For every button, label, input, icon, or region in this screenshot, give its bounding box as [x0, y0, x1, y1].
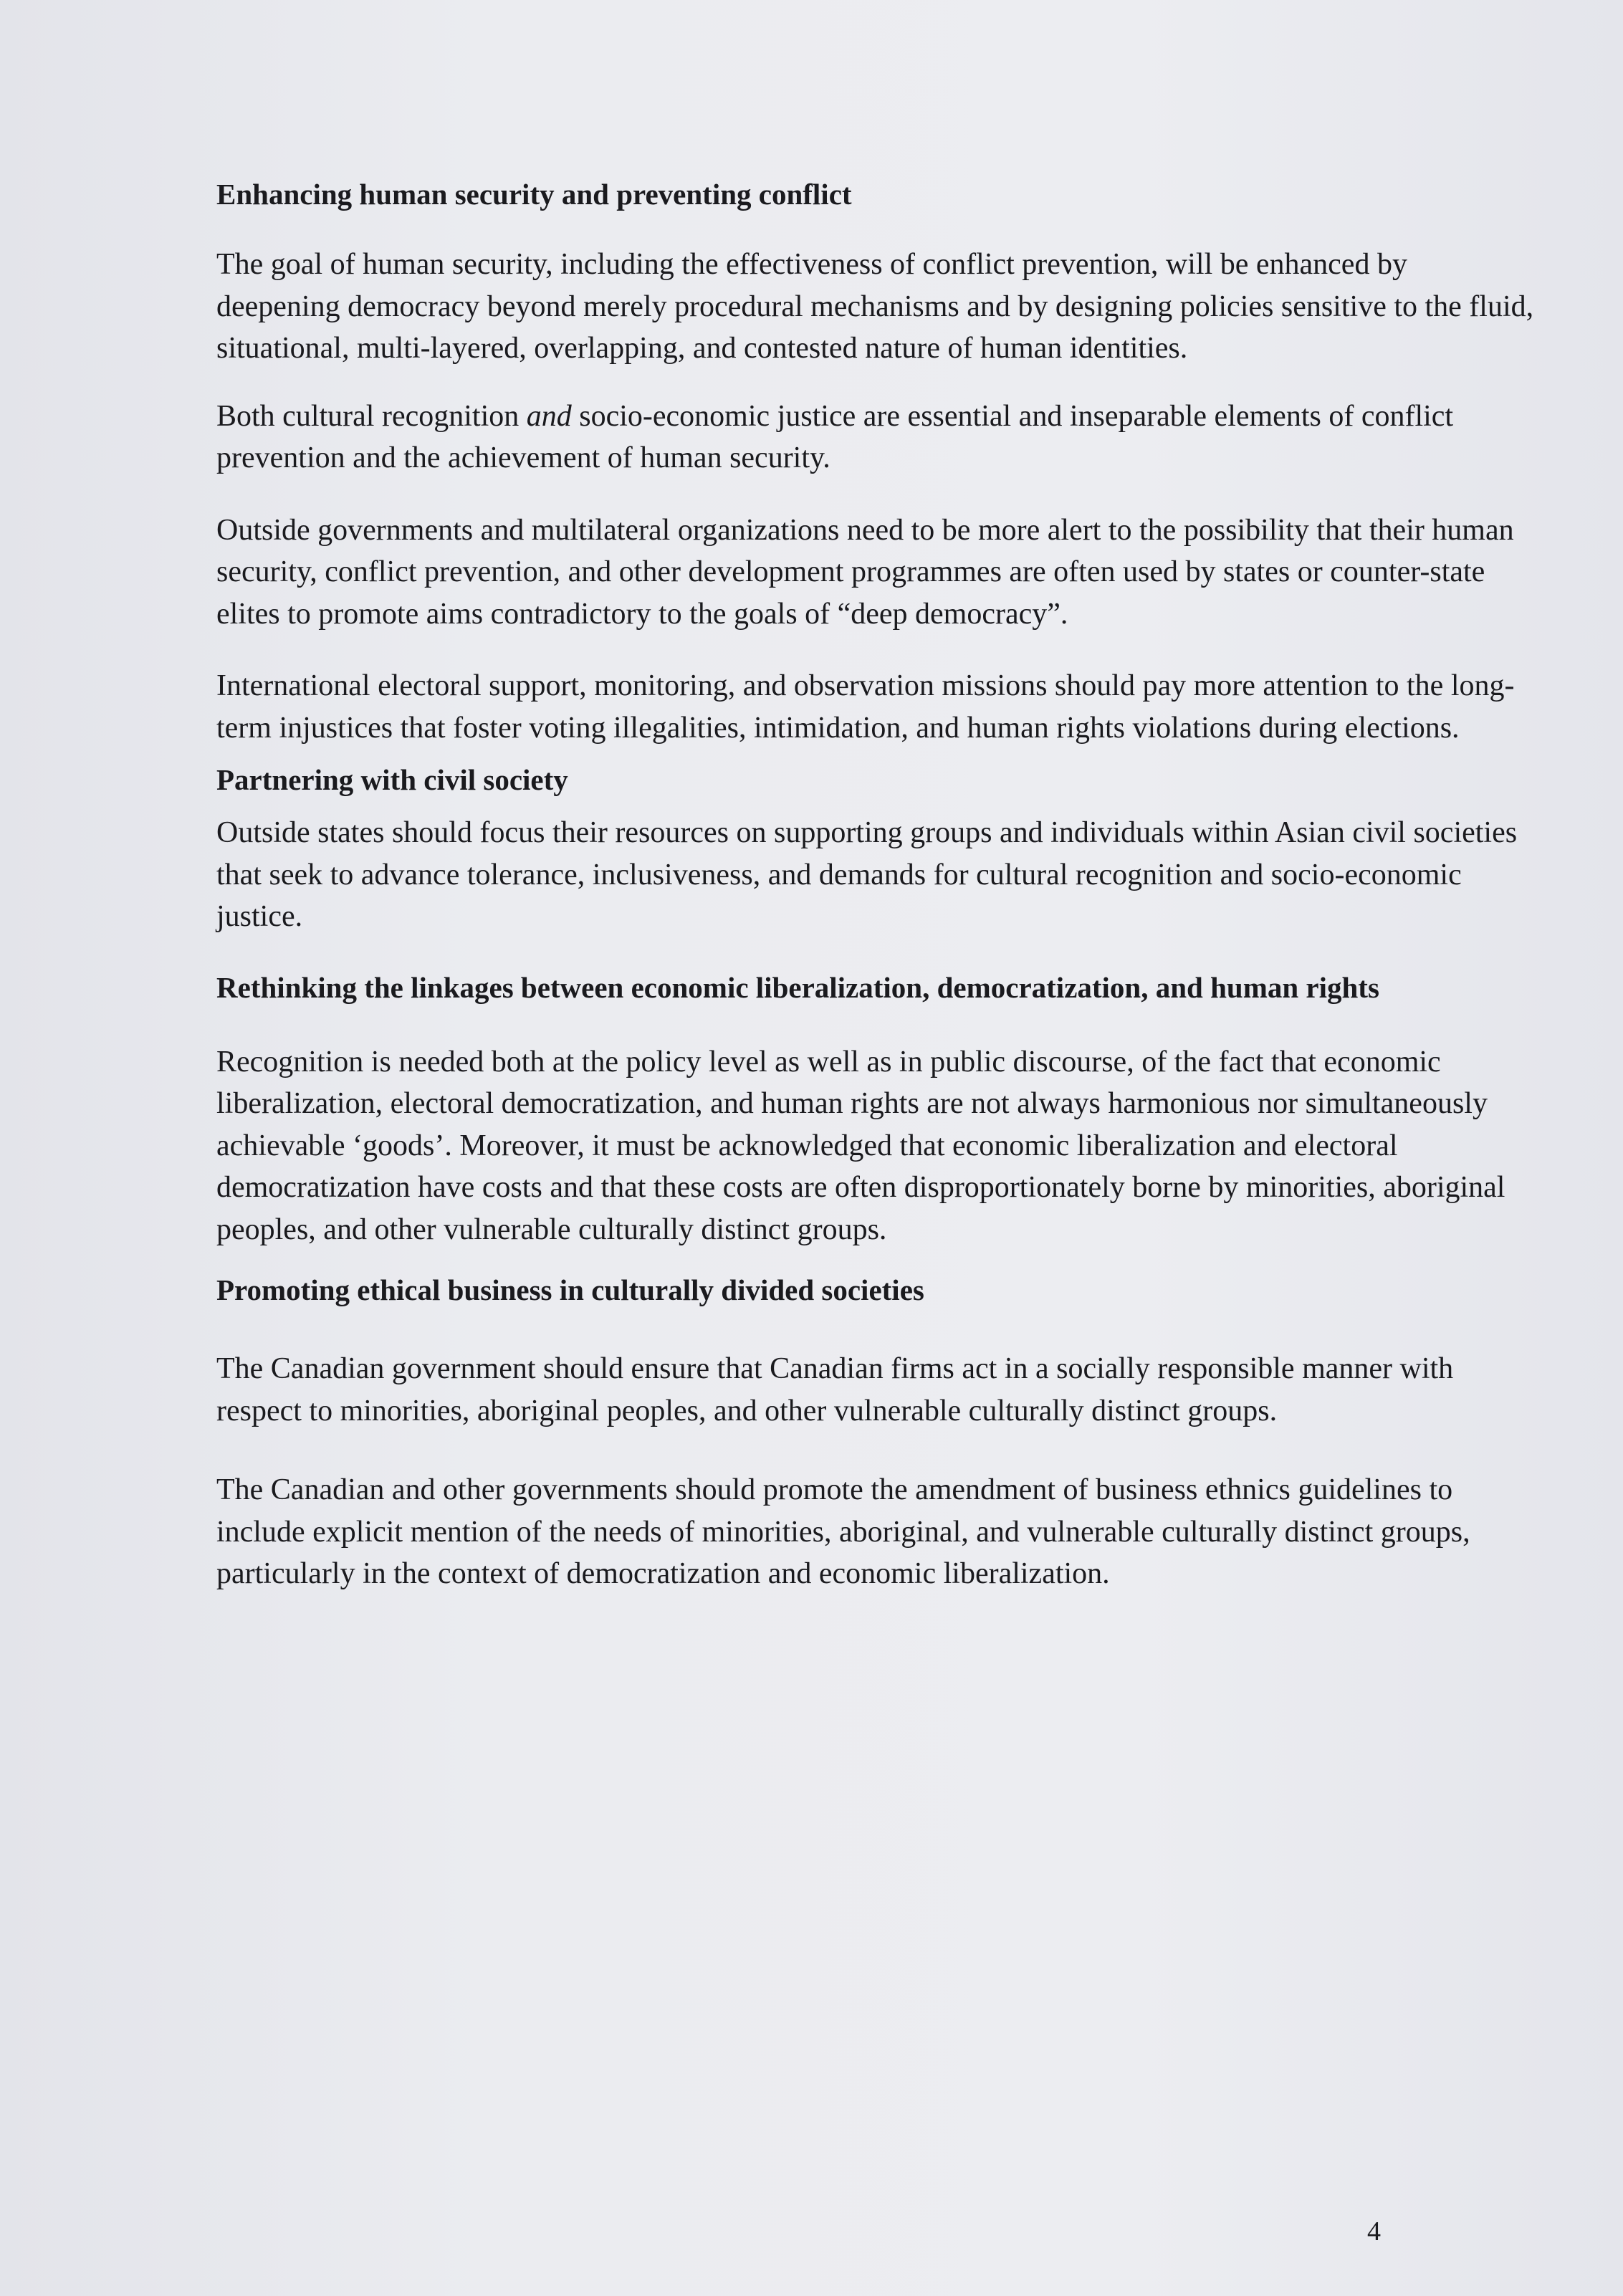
- paragraph-cultural-recognition-start: Both cultural recognition: [216, 399, 527, 433]
- section-heading-human-security: Enhancing human security and preventing conflict: [216, 178, 852, 211]
- emphasis-and: and: [526, 399, 572, 433]
- paragraph-canadian-firms: The Canadian government should ensure that Canadian firms act in a socially responsible manner with respect to minorities, aboriginal peoples, and other vulnerable culturally distinct groups.: [216, 1352, 1454, 1427]
- paragraph-recognition-needed: Recognition is needed both at the policy level as well as in public discourse, of the fact that economic liberalization, electoral democratization, and human rights are not always harmonious nor simultaneously achievable ‘goods’. Moreover, it must be acknowledged that economic liberalization and electoral democratization have costs and that these costs are often disproportionately borne by minorities, aboriginal peoples, and other vulnerable culturally distinct groups.: [216, 1045, 1505, 1246]
- paragraph-human-security-goal: The goal of human security, including the effectiveness of conflict prevention, will be enhanced by deepening democracy beyond merely procedural mechanisms and by designing policies sensitive to the fluid, situational, multi-layered, overlapping, and contested nature of human identities.: [216, 248, 1534, 365]
- section-heading-economic-liberalization: Rethinking the linkages between economic liberalization, democratization, and human rights: [216, 970, 1379, 1004]
- paragraph-business-guidelines: The Canadian and other governments should promote the amendment of business ethnics guidelines to include explicit mention of the needs of minorities, aboriginal, and vulnerable culturally distinct groups, particularly in the context of democratization and economic liberalization.: [216, 1473, 1470, 1590]
- page-content: [216, 169, 1535, 1595]
- paragraph-civil-society: Outside states should focus their resources on supporting groups and individuals within Asian civil societies that seek to advance tolerance, inclusiveness, and demands for cultural recognition and socio-economic justice.: [216, 816, 1518, 933]
- section-heading-ethical-business: Promoting ethical business in culturally divided societies: [216, 1273, 924, 1306]
- section-heading-civil-society: Partnering with civil society: [216, 763, 568, 796]
- paragraph-cultural-recognition-end: socio-economic justice are essential and inseparable elements of conflict prevention and the achievement of human security.: [216, 399, 1454, 474]
- page-number: 4: [1367, 2216, 1381, 2247]
- paragraph-cultural-recognition: [216, 396, 1535, 479]
- paragraph-electoral-support: International electoral support, monitoring, and observation missions should pay more attention to the long-term injustices that foster voting illegalities, intimidation, and human rights violations during elections.: [216, 669, 1515, 745]
- paragraph-outside-governments: Outside governments and multilateral organizations need to be more alert to the possibility that their human security, conflict prevention, and other development programmes are often used by states or counter-state elites to promote aims contradictory to the goals of “deep democracy”.: [216, 513, 1514, 631]
